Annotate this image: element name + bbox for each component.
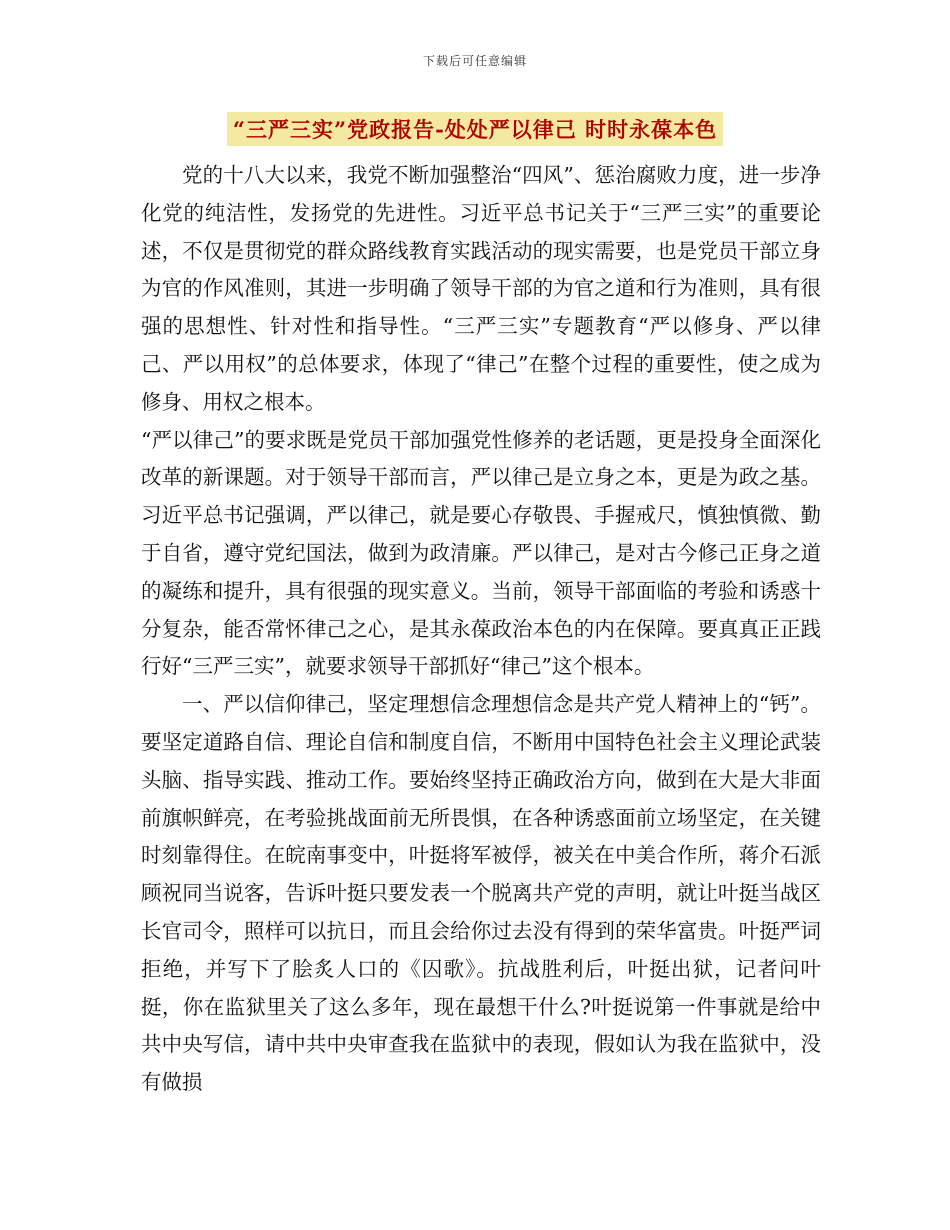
paragraph-self-discipline: “严以律己”的要求既是党员干部加强党性修养的老话题，更是投身全面深化改革的新课题。对于领导干部而言，严以律己是立身之本，更是为政之基。习近平总书记强调，严以律己，就是要心存敬畏、手握戒尺，慎独慎微、勤于自省，遵守党纪国法，做到为政清廉。严以律己，是对古今修己正身之道的凝练和提升，具有很强的现实意义。当前，领导干部面临的考验和诱惑十分复杂，能否常怀律己之心，是其永葆政治本色的内在保障。要真真正正践行好“三严三实”，就要求领导干部抓好“律己”这个根本。	[141, 427, 821, 679]
document-title: “三严三实”党政报告-处处严以律己 时时永葆本色	[227, 112, 723, 146]
paragraph-section-one: 一、严以信仰律己，坚定理想信念理想信念是共产党人精神上的“钙”。要坚定道路自信、理论自信和制度自信，不断用中国特色社会主义理论武装头脑、指导实践、推动工作。要始终坚持正确政治方向，做到在大是大非面前旗帜鲜亮，在考验挑战面前无所畏惧，在各种诱惑面前立场坚定，在关键时刻靠得住。在皖南事变中，叶挺将军被俘，被关在中美合作所，蒋介石派顾祝同当说客，告诉叶挺只要发表一个脱离共产党的声明，就让叶挺当战区长官司令，照样可以抗日，而且会给你过去没有得到的荣华富贵。叶挺严词拒绝，并写下了脍炙人口的《囚歌》。抗战胜利后，叶挺出狱，记者问叶挺，你在监狱里关了这么多年，现在最想干什么?叶挺说第一件事就是给中共中央写信，请中共中央审查我在监狱中的表现，假如认为我在监狱中，没有做损	[141, 692, 821, 1095]
header-note: 下载后可任意编辑	[422, 54, 527, 68]
paragraph-intro: 党的十八大以来，我党不断加强整治“四风”、惩治腐败力度，进一步净化党的纯洁性，发扬党的先进性。习近平总书记关于“三严三实”的重要论述，不仅是贯彻党的群众路线教育实践活动的现实需要，也是党员干部立身为官的作风准则，其进一步明确了领导干部的为官之道和行为准则，具有很强的思想性、针对性和指导性。“三严三实”专题教育“严以修身、严以律己、严以用权”的总体要求，体现了“律己”在整个过程的重要性，使之成为修身、用权之根本。	[141, 163, 821, 414]
title-container	[0, 112, 950, 146]
document-body	[141, 157, 821, 1102]
